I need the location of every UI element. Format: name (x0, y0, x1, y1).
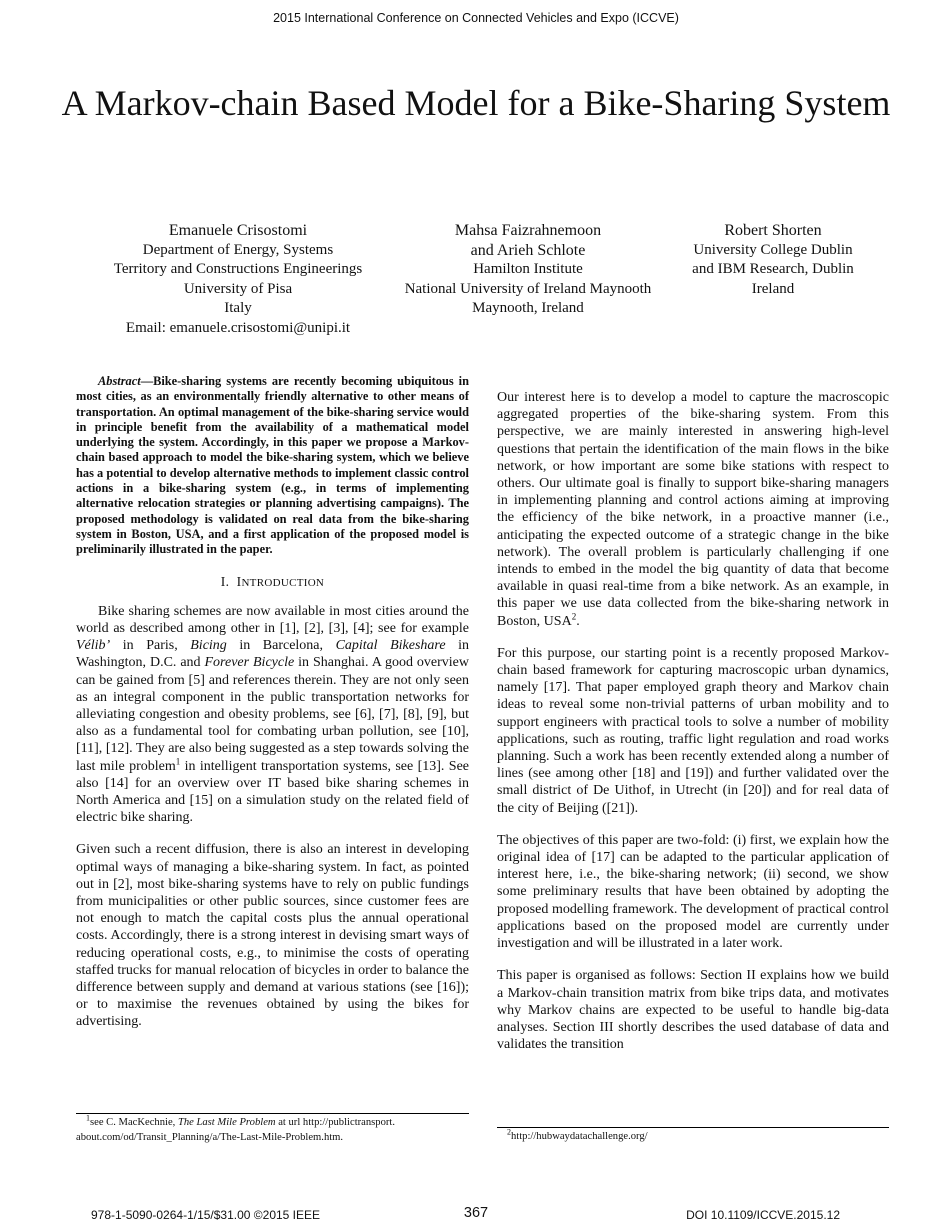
author-block-1 (96, 221, 380, 339)
text-run: in Paris, (110, 638, 191, 654)
conference-header: 2015 International Conference on Connected Vehicles and Expo (ICCVE) (273, 11, 679, 25)
author-name: Mahsa Faizrahnemoon (454, 222, 602, 239)
footnote-divider (76, 1113, 469, 1114)
text-run: in Shanghai. A good overview can be gained from [5] and references therein. They are not only seen as an integral component in the public transportation networks for alleviating congestion and obesity problems, see [6], [7], [8], [9], but also as a fundamental tool for combating urban pollution, see [10], [11], [12]. They are also being suggested as a step towards solving the last mile problem (76, 655, 469, 774)
intro-paragraph-2: Given such a recent diffusion, there is also an interest in developing optimal ways of managing a bike-sharing system. In fact, as pointed out in [2], most bike-sharing systems have to rely on public fundings from municipalities or other public sources, since customer fees are not enough to match the capital costs plus the annual operational costs. Accordingly, there is a strong interest in devising smart ways of reducing operational costs, e.g., to minimise the costs of operating staffed trucks for manual relocation of bicycles in order to balance the difference between supply and demand at various stations (see [16]); or to maximise the revenues obtained by using the bikes for advertising. (76, 842, 469, 1030)
author-affiliation-line: University College Dublin (693, 241, 853, 258)
author-name: Emanuele Crisostomi (168, 222, 308, 239)
footer-isbn: 978-1-5090-0264-1/15/$31.00 ©2015 IEEE (91, 1208, 321, 1222)
abstract (76, 374, 469, 558)
footnote-text: at url http://publictransport. (275, 1117, 396, 1128)
text-run-italic: Forever Bicycle (204, 655, 295, 671)
author-affiliation-line: Hamilton Institute (473, 261, 583, 278)
page-number: 367 (463, 1205, 489, 1221)
text-run: Bike sharing schemes are now available in most cities around the world as described among other in [1], [2], [3], [4]; see for example (76, 603, 469, 636)
author-name-continued: and Arieh Schlote (470, 241, 586, 259)
text-run: in intelligent transportation systems, see [13]. See also [14] for an overview over IT based bike sharing schemes in North America and [15] on a simulation study on the related field of electric bike sharing. (76, 758, 470, 826)
footnote-mark: 1 (86, 1113, 90, 1123)
right-paragraph-1 (497, 389, 889, 630)
text-run: in Barcelona, (226, 638, 336, 654)
paper-title: A Markov-chain Based Model for a Bike-Sharing System (61, 83, 891, 123)
author-affiliation-line: and IBM Research, Dublin (692, 261, 854, 278)
author-affiliation-line: Italy (224, 300, 252, 317)
author-name: Robert Shorten (724, 222, 822, 239)
right-paragraph-2: For this purpose, our starting point is a recently proposed Markov-chain based framework for capturing macroscopic urban dynamics, namely [17]. That paper employed graph theory and Markov chain ideas to reveal some non-trivial patterns of urban mobility and to support engineers with practical tools to solve a number of mobility applications, such as routing, traffic light regulation and road works planning. Such a work has been recently extended along a number of lines (see among other [18] and [19]) and further validated over the small district of De Uithof, in Utrecht (in [20]) and for real data of the city of Beijing ([21]). (497, 645, 889, 816)
author-affiliation-line: Territory and Constructions Engineerings (113, 261, 363, 278)
left-column (76, 374, 469, 1046)
footer-doi: DOI 10.1109/ICCVE.2015.12 (686, 1208, 840, 1222)
section-title-initial: I (236, 573, 242, 589)
section-title-rest: NTRODUCTION (241, 576, 325, 589)
text-run: Our interest here is to develop a model to capture the macroscopic aggregated properties of the bike-sharing system. From this perspective, we are mainly interested in answering high-level questions that pertain the identification of the main flows in the bike network, or how important are some bike stations with respect to others. Our ultimate goal is finally to support bike-sharing managers in implementing planning and control actions aiming at improving the efficiency of the bike network, in a proactive manner (i.e., anticipating the expected outcome of a strategic change in the bike network). The overall problem is particularly challenging if one intends to embed in the model the big quantity of data that become available in quasi real-time from a bike network. As an example, in this paper we use data collected from the bike-sharing network in Boston, USA (497, 390, 889, 629)
author-affiliation-line: Ireland (751, 280, 795, 297)
text-run: . (576, 613, 580, 629)
footnote-2 (507, 1127, 887, 1145)
footnote-ref[interactable]: 1 (175, 755, 181, 766)
text-run-italic: Bicing (190, 638, 227, 654)
footnote-ref[interactable]: 2 (571, 610, 577, 621)
author-email: Email: emanuele.crisostomi@unipi.it (125, 319, 351, 336)
text-run-italic: Capital Bikeshare (335, 638, 446, 654)
section-number: I. (220, 573, 230, 589)
right-paragraph-3: The objectives of this paper are two-fold: (i) first, we explain how the original idea of [17] can be adapted to the particular application of interest here, i.e., the bike-sharing network; (ii) second, we show some preliminary results that have been obtained by adopting the proposed modelling framework. The development of practical control applications based on the proposed model are currently under investigation and will be illustrated in a later work. (497, 832, 889, 952)
author-block-3 (670, 221, 876, 299)
footnote-url[interactable]: http://hubwaydatachallenge.org/ (511, 1131, 648, 1142)
author-affiliation-line: Maynooth, Ireland (472, 300, 584, 317)
author-block-2 (386, 221, 670, 319)
right-column (497, 389, 889, 1068)
footnote-text: see C. MacKechnie, (90, 1117, 178, 1128)
section-heading-introduction (76, 573, 469, 592)
right-paragraph-4: This paper is organised as follows: Section II explains how we build a Markov-chain transition matrix from bike trips data, and motivates why Markov chains are expected to be useful to handle big-data analyses. Section III shortly describes the used database of data and validates the transition (497, 968, 889, 1053)
footnote-url[interactable]: about.com/od/Transit_Planning/a/The-Last-Mile-Problem.htm. (76, 1131, 344, 1143)
author-affiliation-line: Department of Energy, Systems (142, 241, 334, 258)
footnote-divider (497, 1127, 889, 1128)
intro-paragraph-1 (76, 603, 469, 827)
text-run: in Washington, D.C. and (76, 638, 470, 671)
author-affiliation-line: University of Pisa (183, 280, 293, 297)
text-run-italic: Vélib’ (76, 638, 111, 654)
footnote-1 (76, 1113, 469, 1145)
abstract-dash: — (140, 374, 154, 388)
author-affiliation-line: National University of Ireland Maynooth (404, 280, 652, 297)
footnote-mark: 2 (507, 1127, 511, 1137)
footnote-text-italic: The Last Mile Problem (177, 1117, 276, 1128)
abstract-label: Abstract (98, 374, 141, 388)
abstract-text: Bike-sharing systems are recently becoming ubiquitous in most cities, as an environmentally friendly alternative to other means of transportation. An optimal management of the bike-sharing service would in principle benefit from the availability of a mathematical model underlying the system. Accordingly, in this paper we propose a Markov-chain based approach to model the bike-sharing system, which we believe has a potential to develop alternative methods to implement classic control actions in a bike-sharing system (e.g., in terms of implementing alternative relocation strategies or planning advertising campaigns). The proposed methodology is validated on real data from the bike-sharing system in Boston, USA, and a first application of the proposed model is preliminarily illustrated in the paper. (76, 374, 469, 557)
